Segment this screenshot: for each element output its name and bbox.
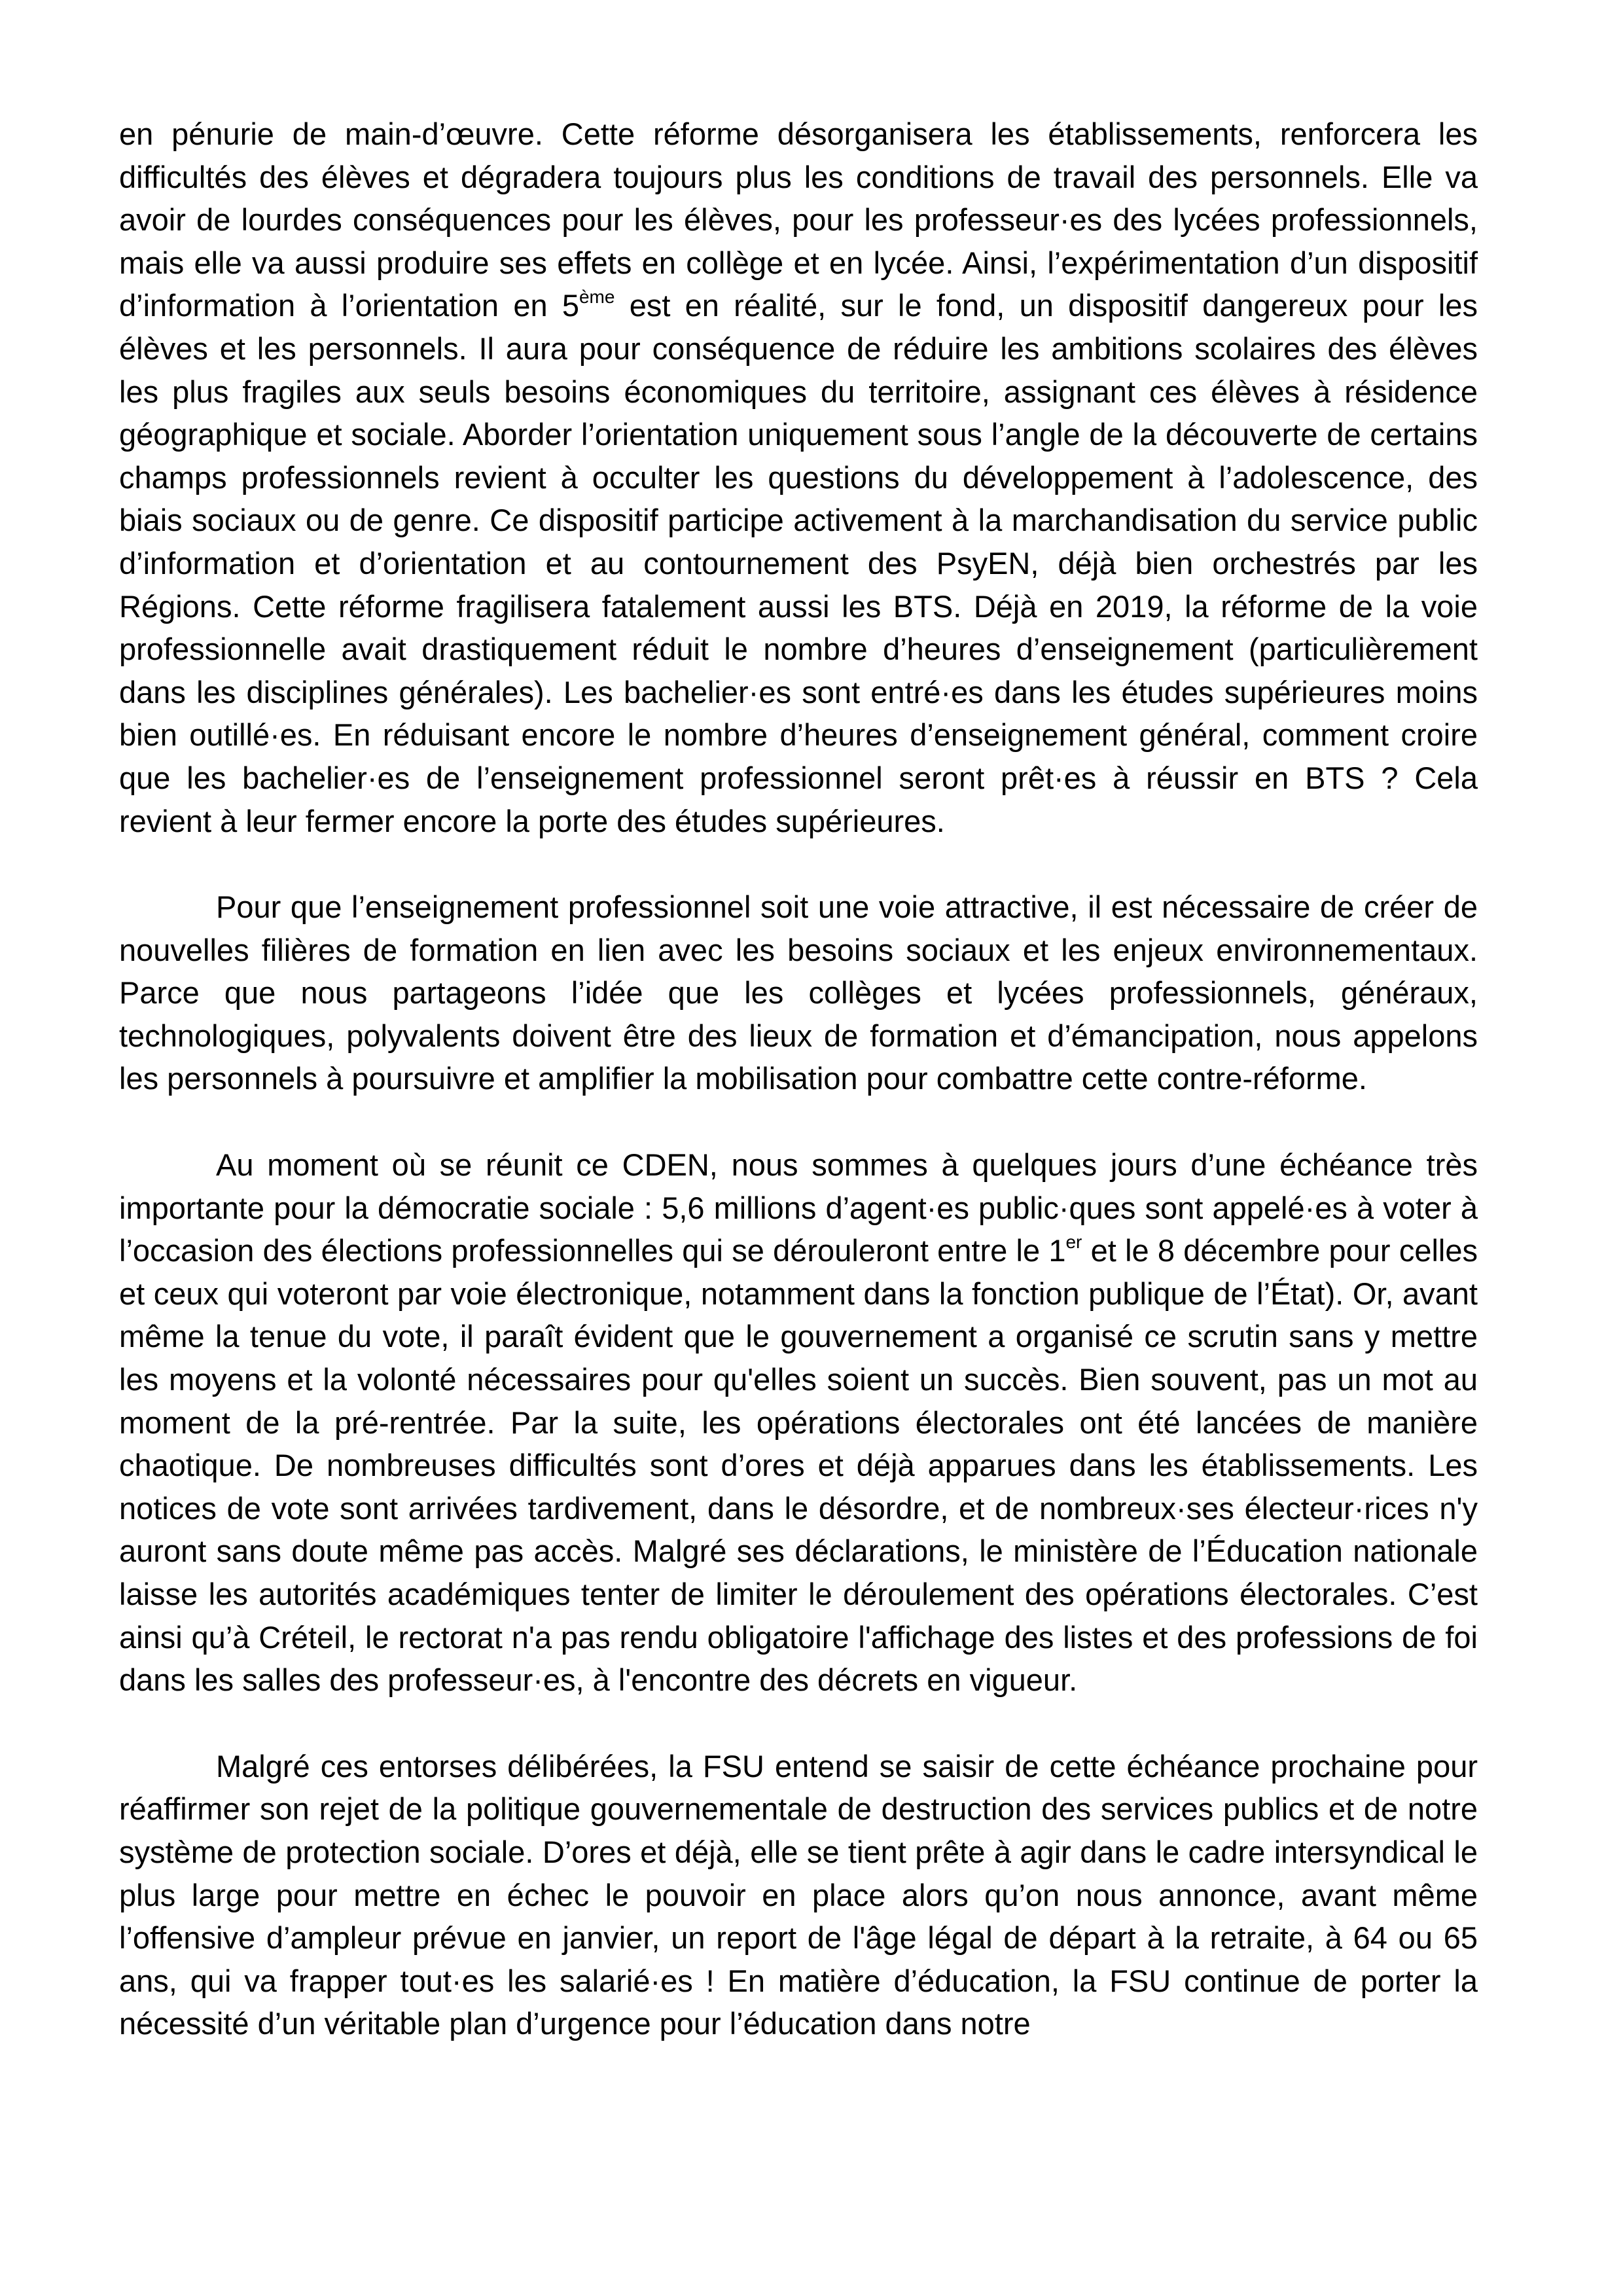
- paragraph-cden-elections: [119, 1143, 1478, 1702]
- paragraph-text: Au moment où se réunit ce CDEN, nous sommes à quelques jours d’une échéance très importante pour la démocratie sociale : 5,6 millions d’agent·es public·ques sont appelé·es à voter à l’occasion des élections professionnelles qui se dérouleront entre le 1: [119, 1147, 1478, 1268]
- paragraph-spacer: [119, 1702, 1478, 1745]
- document-page: [119, 113, 1478, 2045]
- paragraph-text: et le 8 décembre pour celles et ceux qui voteront par voie électronique, notamment dans la fonction publique de l’État). Or, avant même la tenue du vote, il paraît évident que le gouvernement a organisé ce scrutin sans y mettre les moyens et la volonté nécessaires pour qu'elles soient un succès. Bien souvent, pas un mot au moment de la pré-rentrée. Par la suite, les opérations électorales ont été lancées de manière chaotique. De nombreuses difficultés sont d’ores et déjà apparues dans les établissements. Les notices de vote sont arrivées tardivement, dans le désordre, et de nombreux·ses électeur·rices n'y auront sans doute même pas accès. Malgré ses déclarations, le ministère de l’Éducation nationale laisse les autorités académiques tenter de limiter le déroulement des opérations électorales. C’est ainsi qu’à Créteil, le rectorat n'a pas rendu obligatoire l'affichage des listes et des professions de foi dans les salles des professeur·es, à l'encontre des décrets en vigueur.: [119, 1233, 1478, 1698]
- paragraph-fsu-position: [119, 1745, 1478, 2045]
- paragraph-text: en pénurie de main-d’œuvre. Cette réforme désorganisera les établissements, renforcera les difficultés des élèves et dégradera toujours plus les conditions de travail des personnels. Elle va avoir de lourdes conséquences pour les élèves, pour les professeur·es des lycées professionnels, mais elle va aussi produire ses effets en collège et en lycée. Ainsi, l’expérimentation d’un dispositif d’information à l’orientation en 5: [119, 117, 1478, 323]
- superscript-ordinal: ème: [579, 287, 615, 308]
- superscript-ordinal: er: [1065, 1232, 1082, 1253]
- paragraph-text: est en réalité, sur le fond, un dispositif dangereux pour les élèves et les personnels. Il aura pour conséquence de réduire les ambitions scolaires des élèves les plus fragiles aux seuls besoins économiques du territoire, assignant ces élèves à résidence géographique et sociale. Aborder l’orientation uniquement sous l’angle de la découverte de certains champs professionnels revient à occulter les questions du développement à l’adolescence, des biais sociaux ou de genre. Ce dispositif participe activement à la marchandisation du service public d’information et d’orientation et au contournement des PsyEN, déjà bien orchestrés par les Régions. Cette réforme fragilisera fatalement aussi les BTS. Déjà en 2019, la réforme de la voie professionnelle avait drastiquement réduit le nombre d’heures d’enseignement (particulièrement dans les disciplines générales). Les bachelier·es sont entré·es dans les études supérieures moins bien outillé·es. En réduisant encore le nombre d’heures d’enseignement général, comment croire que les bachelier·es de l’enseignement professionnel seront prêt·es à réussir en BTS ? Cela revient à leur fermer encore la porte des études supérieures.: [119, 288, 1478, 838]
- paragraph-text: Pour que l’enseignement professionnel soit une voie attractive, il est nécessaire de créer de nouvelles filières de formation en lien avec les besoins sociaux et les enjeux environnementaux. Parce que nous partageons l’idée que les collèges et lycées professionnels, généraux, technologiques, polyvalents doivent être des lieux de formation et d’émancipation, nous appelons les personnels à poursuivre et amplifier la mobilisation pour combattre cette contre-réforme.: [119, 889, 1478, 1096]
- paragraph-spacer: [119, 1100, 1478, 1143]
- paragraph-attractive-pathway: [119, 886, 1478, 1100]
- paragraph-spacer: [119, 842, 1478, 886]
- paragraph-text: Malgré ces entorses délibérées, la FSU entend se saisir de cette échéance prochaine pour réaffirmer son rejet de la politique gouvernementale de destruction des services publics et de notre système de protection sociale. D’ores et déjà, elle se tient prête à agir dans le cadre intersyndical le plus large pour mettre en échec le pouvoir en place alors qu’on nous annonce, avant même l’offensive d’ampleur prévue en janvier, un report de l'âge légal de départ à la retraite, à 64 ou 65 ans, qui va frapper tout·es les salarié·es ! En matière d’éducation, la FSU continue de porter la nécessité d’un véritable plan d’urgence pour l’éducation dans notre: [119, 1748, 1478, 2041]
- paragraph-vocational-reform: [119, 113, 1478, 842]
